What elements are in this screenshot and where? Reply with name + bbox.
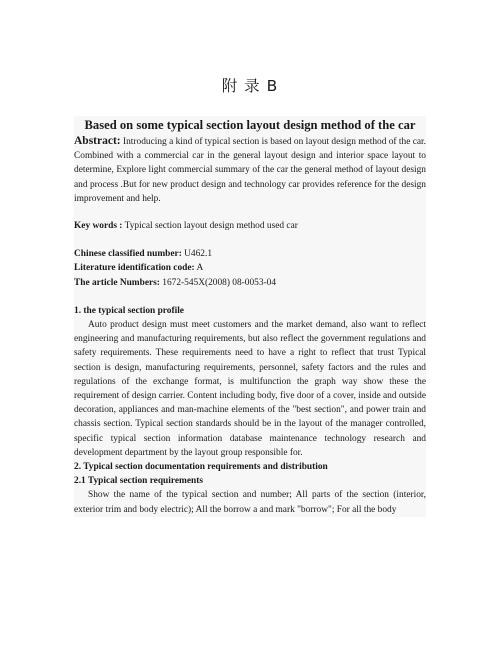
article-line	[74, 276, 426, 290]
article-value: 1672-545X(2008) 08-0053-04	[162, 277, 277, 288]
classified-value: U462.1	[184, 249, 213, 260]
keywords-line	[74, 219, 426, 233]
keywords-label: Key words :	[74, 221, 123, 232]
metadata-block	[74, 247, 426, 290]
section-1-heading: 1. the typical section profile	[74, 305, 184, 316]
paper-title: Based on some typical section layout design method of the car	[84, 118, 416, 132]
abstract-text: Introducing a kind of typical section is based on layout design method of the car. Combined with a commercial car in the general layout design and interior space layout to determine, Explore light commercial summary of the car the general method of layout design and process .But for new product design and technology car provides reference for the design improvement and help.	[74, 137, 426, 204]
literature-line	[74, 261, 426, 275]
appendix-heading: 附 录 B	[221, 77, 279, 95]
classified-label: Chinese classified number:	[74, 249, 182, 260]
classified-line	[74, 247, 426, 261]
section-2-heading: 2. Typical section documentation requirements and distribution	[74, 462, 328, 473]
abstract-label: Abstract:	[74, 135, 121, 147]
article-label: The article Numbers:	[74, 277, 160, 288]
literature-value: A	[196, 263, 204, 274]
document-body	[74, 116, 426, 517]
section-2-1-heading: 2.1 Typical section requirements	[74, 476, 203, 487]
section-1-body: Auto product design must meet customers and the market demand, also want to reflect engineering and manufacturing requirements, but also reflect the government regulations and safety requirements. These requirements need to have a right to reflect that trust Typical section is design, manufacturing requirements, personnel, safety factors and the rules and regulations of the exchange format, is multifunction the graph way show these the requirement of design carrier. Content including body, five door of a cover, inside and outside decoration, appliances and man-machine elements of the "best section", and power train and chassis section. Typical section standards should be in the layout of the manager controlled, specific typical section information database maintenance technology research and development department by the layout group responsible for.	[74, 320, 426, 458]
literature-label: Literature identification code:	[74, 263, 195, 274]
abstract-paragraph	[74, 134, 426, 206]
section-2-1-body: Show the name of the typical section and number; All parts of the section (interior, exterior trim and body electric); All the borrow a and mark "borrow"; For all the body	[74, 490, 426, 515]
keywords-text: Typical section layout design method used car	[124, 221, 298, 232]
